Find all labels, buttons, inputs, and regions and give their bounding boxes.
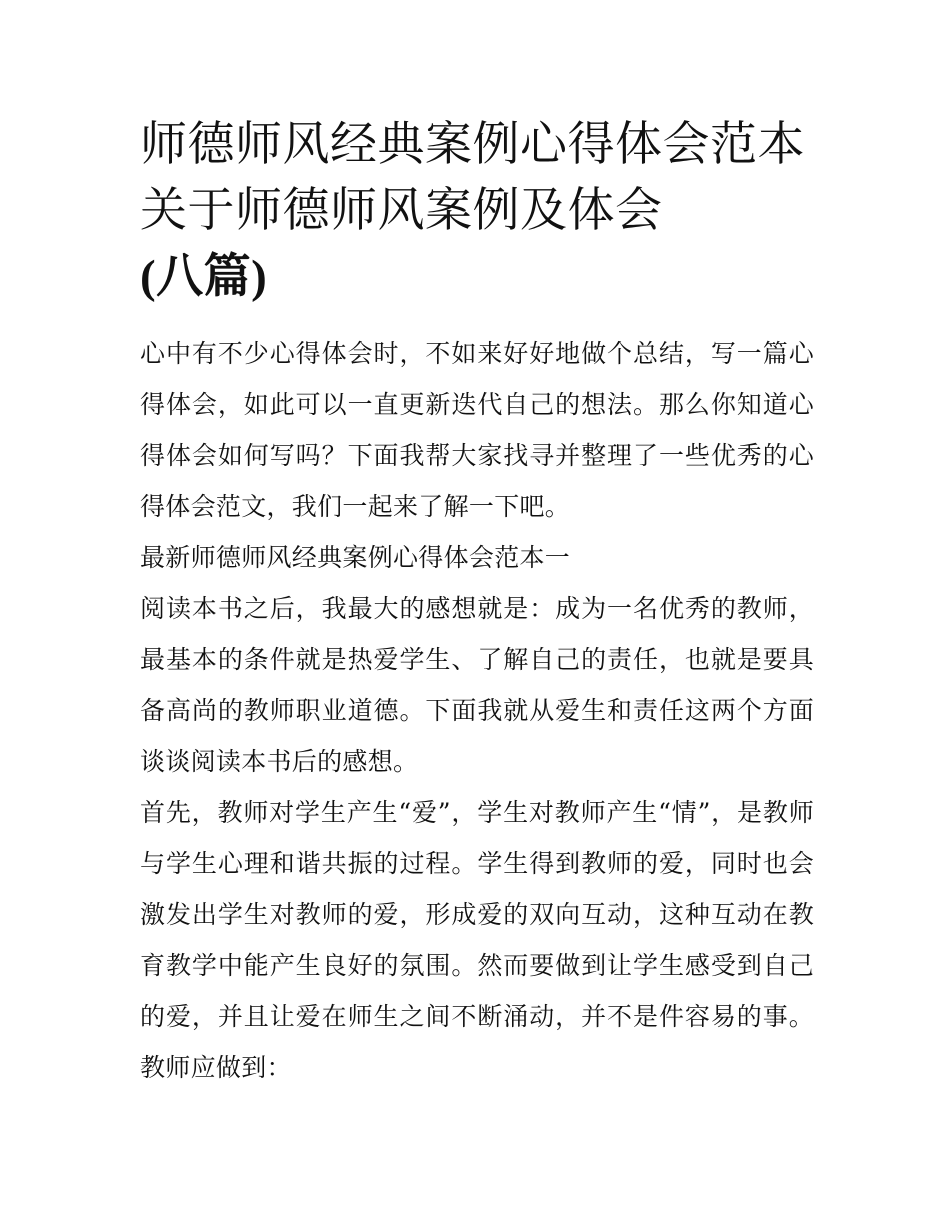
- document-title-suffix: (八篇): [140, 251, 268, 303]
- section-heading: 最新师德师风经典案例心得体会范本一: [140, 543, 571, 572]
- body-paragraph-2: 首先，教师对学生产生“爱”，学生对教师产生“情”，是教师与学生心理和谐共振的过程。学生得到教师的爱，同时也会激发出学生对教师的爱，形成爱的双向互动，这种互动在教育教学中能产生良好的氛围。然而要做到让学生感受到自己的爱，并且让爱在师生之间不断涌动，并不是件容易的事。教师应做到：: [140, 798, 814, 1082]
- document-title-main: 师德师风经典案例心得体会范本 关于师德师风案例及体会: [140, 117, 805, 238]
- body-paragraph-1: 阅读本书之后，我最大的感想就是：成为一名优秀的教师，最基本的条件就是热爱学生、了解自己的责任，也就是要具备高尚的教师职业道德。下面我就从爱生和责任这两个方面谈谈阅读本书后的感想。: [140, 594, 814, 776]
- document-body: [140, 112, 814, 1093]
- intro-paragraph: 心中有不少心得体会时，不如来好好地做个总结，写一篇心得体会，如此可以一直更新迭代自己的想法。那么你知道心得体会如何写吗？下面我帮大家找寻并整理了一些优秀的心得体会范文，我们一起来了解一下吧。: [140, 339, 814, 521]
- document-title: [140, 112, 814, 310]
